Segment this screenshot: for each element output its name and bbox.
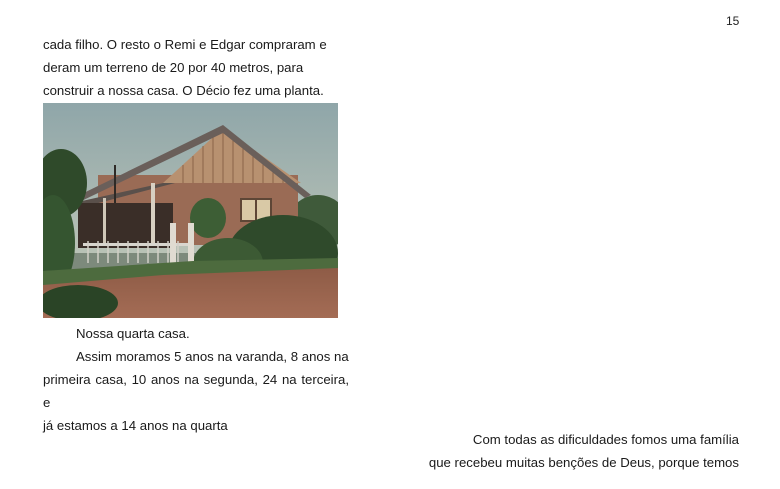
text-line: já estamos a 14 anos na quarta xyxy=(43,418,228,433)
text-line: que recebeu muitas benções de Deus, porque temos xyxy=(428,455,739,470)
caption-block xyxy=(43,322,349,437)
right-paragraph xyxy=(379,428,739,474)
text-line: primeira casa, 10 anos na segunda, 24 na terceira, e xyxy=(43,372,349,410)
text-line: cada filho. O resto o Remi e Edgar compraram e xyxy=(43,37,327,52)
text-line: Com todas as dificuldades fomos uma família xyxy=(472,432,739,447)
top-paragraph xyxy=(43,33,349,102)
text-line: construir a nossa casa. O Décio fez uma planta. xyxy=(43,83,324,98)
text-line: deram um terreno de 20 por 40 metros, para xyxy=(43,60,304,75)
house-photo xyxy=(43,103,338,318)
photo-caption: Nossa quarta casa. xyxy=(76,326,190,341)
text-line: Assim moramos 5 anos na varanda, 8 anos na xyxy=(76,349,349,364)
page-number: 15 xyxy=(726,14,740,28)
